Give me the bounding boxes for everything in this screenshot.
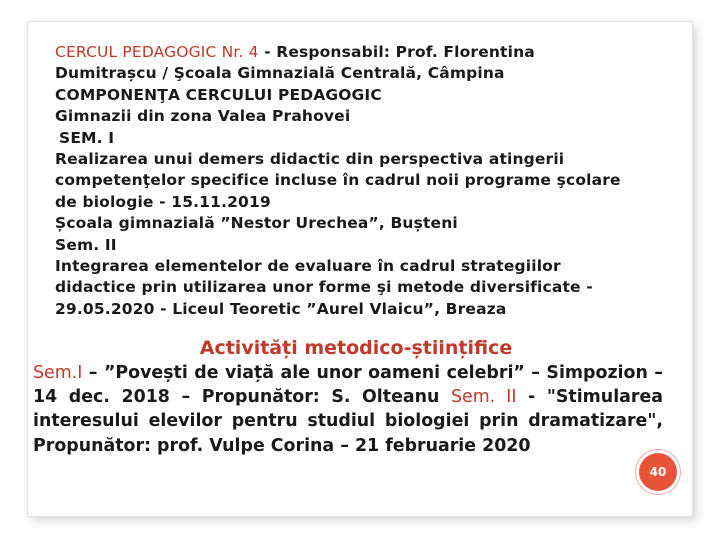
- activitati-heading: Activități metodico-științifice: [199, 337, 513, 359]
- school-line: Dumitrașcu / Şcoala Gimnazială Centrală, Câmpina: [55, 64, 505, 83]
- sem2-line1: Integrarea elementelor de evaluare în cadrul strategiilor: [55, 257, 561, 276]
- componenta-line: COMPONENŢA CERCULUI PEDAGOGIC: [55, 85, 382, 104]
- title-line: [55, 42, 695, 63]
- cercul-details: [55, 42, 695, 320]
- sem1-text: – ”Povești de viață ale unor oameni celebri” – Simpozion – 14 dec. 2018 – Propunător: S. Olteanu: [33, 363, 663, 408]
- sem2-title: Sem. II: [55, 235, 117, 254]
- sem1-line2: competenţelor specifice incluse în cadrul noii programe şcolare: [55, 171, 621, 190]
- sem1-title: SEM. I: [59, 128, 115, 147]
- sem1-line3: de biologie - 15.11.2019: [55, 192, 271, 211]
- sem2-line2: didactice prin utilizarea unor forme şi metode diversificate -: [55, 278, 593, 297]
- sem1-line1: Realizarea unui demers didactic din perspectiva atingerii: [55, 150, 565, 169]
- sem2-line3: 29.05.2020 - Liceul Teoretic ”Aurel Vlaicu”, Breaza: [55, 299, 507, 318]
- sem1-location: Școala gimnazială ”Nestor Urechea”, Bușteni: [55, 214, 458, 233]
- sem2-text: - "Stimularea interesului elevilor pentru studiul biologiei prin dramatizare", Propunător: prof. Vulpe Corina – 21 februarie 2020: [33, 387, 663, 456]
- cercul-label: CERCUL PEDAGOGIC Nr. 4: [55, 43, 259, 61]
- page-number-badge: 40: [639, 453, 677, 491]
- gimnazii-line: Gimnazii din zona Valea Prahovei: [55, 107, 351, 126]
- responsabil-text: - Responsabil: Prof. Florentina: [258, 43, 535, 61]
- sem2-label: Sem. II: [450, 387, 517, 408]
- activitati-content: [33, 361, 663, 458]
- sem1-label: Sem.I: [33, 363, 83, 383]
